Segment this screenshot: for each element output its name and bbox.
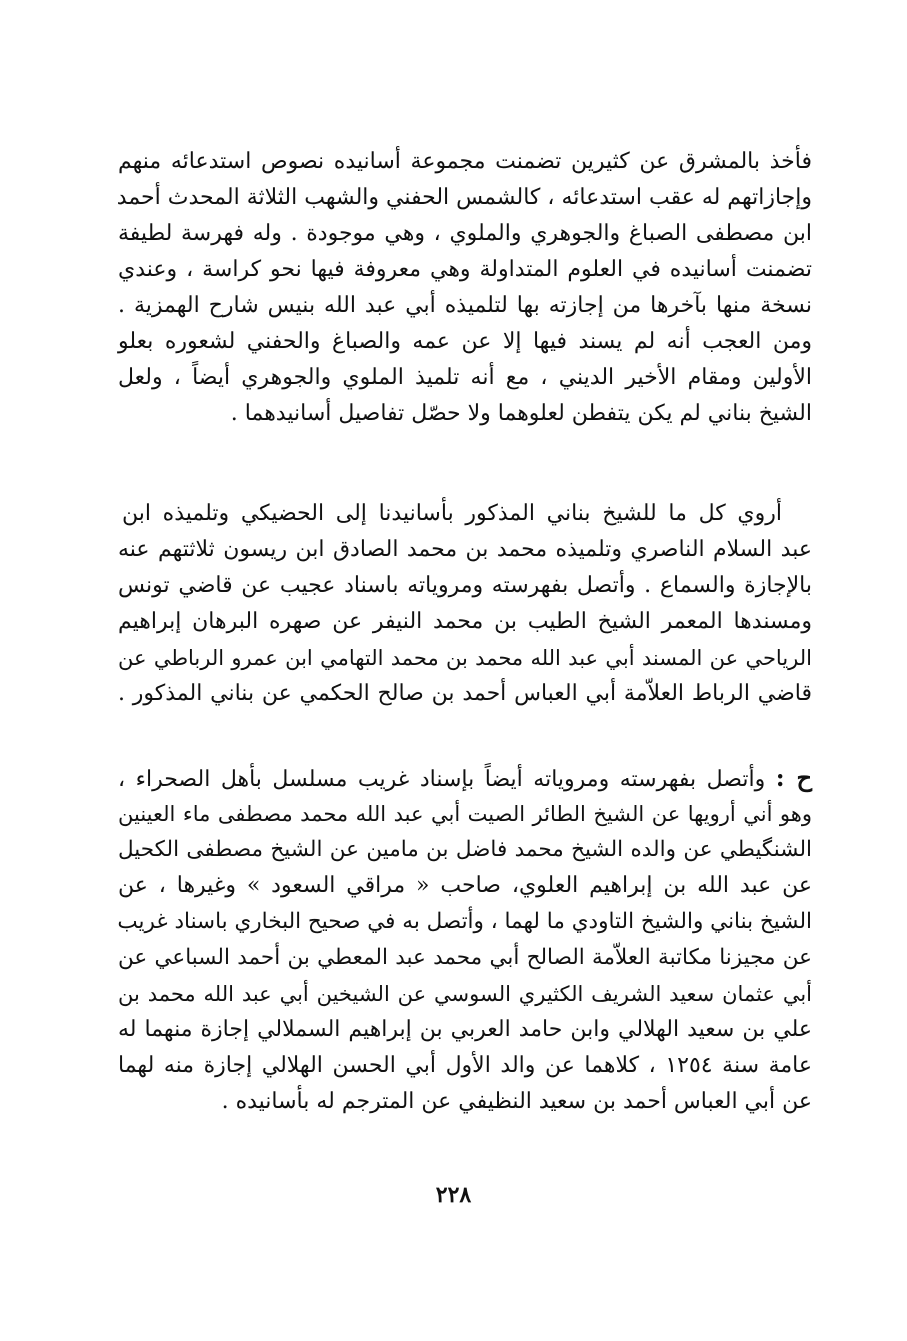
text-line: ومن العجب أنه لم يسند فيها إلا عن عمه والصباغ والحفني لشعوره بعلو [118, 329, 812, 354]
text-line: أبي عثمان سعيد الشريف الكثيري السوسي عن الشيخين أبي عبد الله محمد بن [118, 982, 812, 1006]
text-line: عن أبي العباس أحمد بن سعيد النظيفي عن المترجم له بأسانيده . [221, 1089, 812, 1114]
text-line: تضمنت أسانيده في العلوم المتداولة وهي معروفة فيها نحو كراسة ، وعندي [118, 257, 812, 282]
text-line: عن عبد الله بن إبراهيم العلوي، صاحب « مراقي السعود » وغيرها ، عن [118, 873, 812, 898]
text-line: نسخة منها بآخرها من إجازته بها لتلميذه أبي عبد الله بنيس شارح الهمزية . [118, 293, 812, 318]
text-line: فأخذ بالمشرق عن كثيرين تضمنت مجموعة أسانيده نصوص استدعائه منهم [118, 149, 812, 174]
text-line: الشيخ بناني لم يكن يتفطن لعلوهما ولا حصّل تفاصيل أسانيدهما . [230, 401, 812, 426]
text-line: عبد السلام الناصري وتلميذه محمد بن محمد الصادق ابن ريسون ثلاثتهم عنه [118, 537, 812, 562]
text-line [118, 760, 812, 796]
page-number: ٢٢٨ [435, 1182, 472, 1208]
text-line: الأولين ومقام الأخير الديني ، مع أنه تلميذ الملوي والجوهري أيضاً ، ولعل [118, 365, 812, 390]
text-line: أروي كل ما للشيخ بناني المذكور بأسانيدنا إلى الحضيكي وتلميذه ابن [122, 501, 782, 526]
text-line: بالإجازة والسماع . وأتصل بفهرسته ومروياته باسناد عجيب عن قاضي تونس [118, 573, 812, 598]
text-line: الشيخ بناني والشيخ التاودي ما لهما ، وأتصل به في صحيح البخاري باسناد غريب [117, 909, 812, 934]
text-line: علي بن سعيد الهلالي وابن حامد العربي بن إبراهيم السملالي إجازة منهما له [118, 1017, 812, 1042]
text-line: عامة سنة ١٢٥٤ ، كلاهما عن والد الأول أبي الحسن الهلالي إجازة منه لهما [118, 1053, 813, 1078]
text-line: ومسندها المعمر الشيخ الطيب بن محمد النيفر عن صهره البرهان إبراهيم [118, 609, 812, 634]
text-line: الرياحي عن المسند أبي عبد الله محمد بن محمد التهامي ابن عمرو الرباطي عن [118, 646, 812, 670]
chain-marker: ح : [775, 763, 812, 792]
text-line: قاضي الرباط العلاّمة أبي العباس أحمد بن صالح الحكمي عن بناني المذكور . [118, 681, 812, 706]
line-text: وأتصل بفهرسته ومروياته أيضاً بإسناد غريب مسلسل بأهل الصحراء ، [118, 767, 766, 792]
text-line: وهو أني أرويها عن الشيخ الطائر الصيت أبي عبد الله محمد مصطفى ماء العينين [118, 802, 812, 826]
text-line: الشنگيطي عن والده الشيخ محمد فاضل بن مامين عن الشيخ مصطفى الكحيل [118, 837, 812, 862]
text-line: عن مجيزنا مكاتبة العلاّمة الصالح أبي محمد عبد المعطي بن أحمد السباعي عن [118, 945, 812, 970]
text-line: وإجازاتهم له عقب استدعائه ، كالشمس الحفني والشهب الثلاثة المحدث أحمد [116, 185, 812, 210]
text-line: ابن مصطفى الصباغ والجوهري والملوي ، وهي موجودة . وله فهرسة لطيفة [118, 221, 812, 246]
